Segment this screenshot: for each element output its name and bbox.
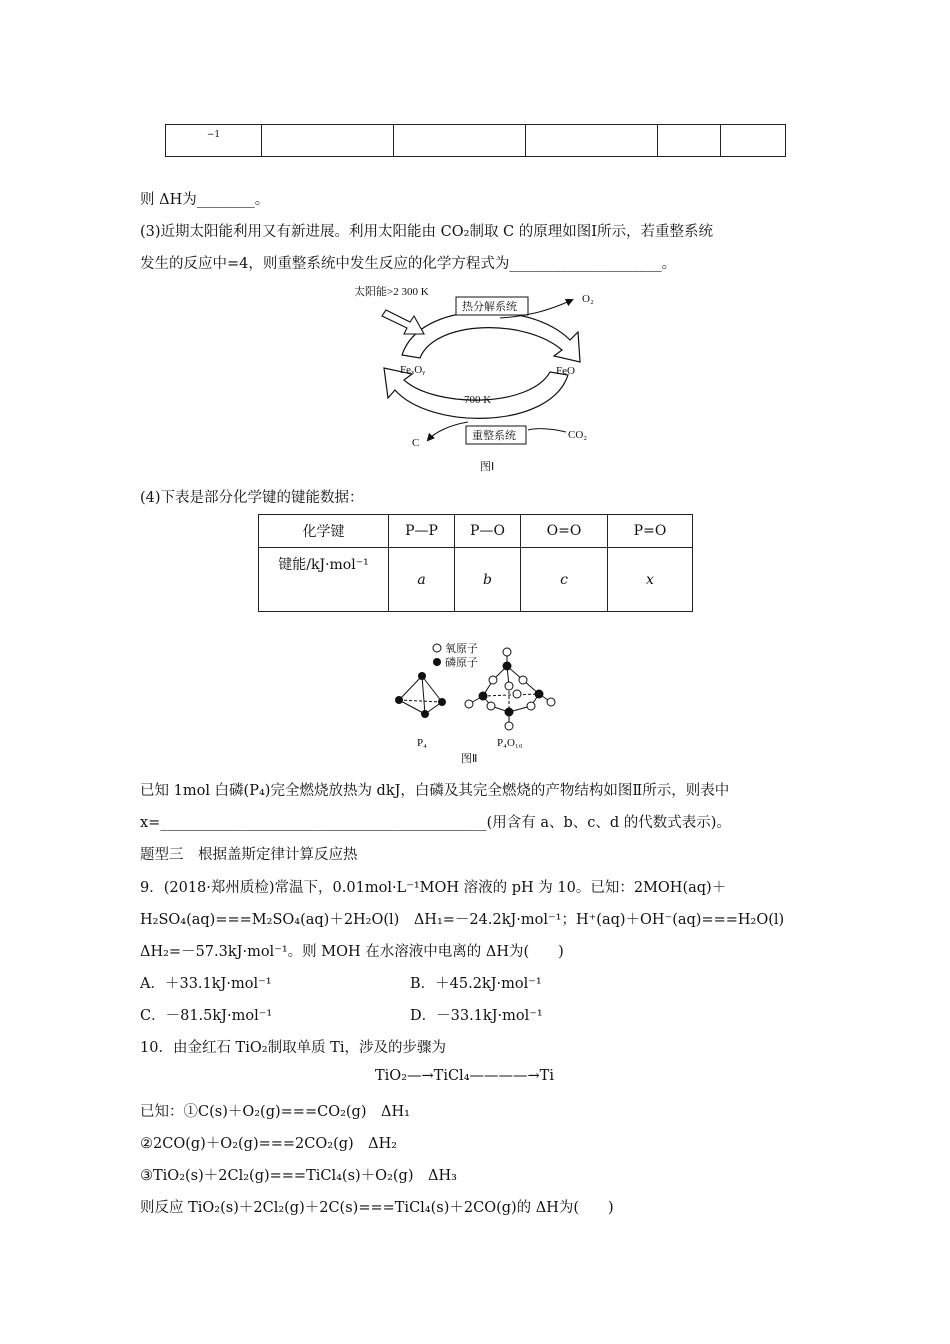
figure-1-diagram <box>340 280 610 480</box>
o2-label: O₂ <box>582 293 594 305</box>
q10-question: 则反应 TiO₂(s)＋2Cl₂(g)＋2C(s)===TiCl₄(s)＋2CO(g)的 ΔH为( ) <box>140 1200 614 1216</box>
p4o10-label: P₄O₁₀ <box>497 737 523 749</box>
upper-cycle-arrow <box>402 312 580 362</box>
table-cell: b <box>455 548 521 612</box>
q9-option-a: A．＋33.1kJ·mol⁻¹ <box>140 976 272 992</box>
top-table-cell <box>262 125 394 157</box>
temperature-label: 700 K <box>464 394 492 406</box>
co2-label: CO₂ <box>568 429 588 441</box>
table-header: P—P <box>389 515 455 548</box>
q2-delta-h-line: 则 ΔH为________。 <box>140 192 270 208</box>
table-cell: c <box>521 548 608 612</box>
figure-2-diagram <box>385 638 575 766</box>
co2-input-line <box>528 429 566 432</box>
top-table-cell <box>658 125 721 157</box>
q9-line2: H₂SO₄(aq)===M₂SO₄(aq)＋2H₂O(l) ΔH₁=－24.2kJ·mol⁻¹；H⁺(aq)＋OH⁻(aq)===H₂O(l) <box>140 912 785 928</box>
p4o10-molecule <box>465 648 555 730</box>
table-header: 化学键 <box>259 515 389 548</box>
q3-line1: (3)近期太阳能利用又有新进展。利用太阳能由 CO₂制取 C 的原理如图Ⅰ所示，若重整系统 <box>140 224 713 240</box>
top-table-cell <box>721 125 786 157</box>
p4-label: P₄ <box>417 737 427 749</box>
q9-line1: 9．(2018·郑州质检)常温下，0.01mol·L⁻¹MOH 溶液的 pH 为 10。已知：2MOH(aq)＋ <box>140 880 727 896</box>
top-table-cell <box>526 125 658 157</box>
phosphorus-legend-icon <box>433 658 441 666</box>
q10-scheme: TiO₂—→TiCl₄————→Ti <box>375 1068 554 1084</box>
table-header: P=O <box>608 515 693 548</box>
table-header: O=O <box>521 515 608 548</box>
table-cell: a <box>389 548 455 612</box>
q4-intro: (4)下表是部分化学键的键能数据： <box>140 490 364 506</box>
c-output-arrow <box>428 422 468 440</box>
q10-eq2: ②2CO(g)＋O₂(g)===2CO₂(g) ΔH₂ <box>140 1136 398 1152</box>
q4-text-line2: x=_____________________________________________(用含有 a、b、c、d 的代数式表示)。 <box>140 815 731 831</box>
p4-molecule <box>395 672 446 718</box>
table-cell: x <box>608 548 693 612</box>
q9-option-d: D．－33.1kJ·mol⁻¹ <box>410 1008 543 1024</box>
figure-1-caption: 图Ⅰ <box>480 460 495 473</box>
feo-label: FeO <box>556 365 575 377</box>
q9-option-c: C．－81.5kJ·mol⁻¹ <box>140 1008 273 1024</box>
phosphorus-legend-label: 磷原子 <box>445 656 478 669</box>
q9-line3: ΔH₂=－57.3kJ·mol⁻¹。则 MOH 在水溶液中电离的 ΔH为( ) <box>140 944 564 960</box>
thermal-system-label: 热分解系统 <box>462 300 517 313</box>
oxygen-legend-label: 氧原子 <box>445 642 478 655</box>
reform-system-label: 重整系统 <box>472 429 516 442</box>
section-title: 题型三 根据盖斯定律计算反应热 <box>140 847 358 863</box>
q3-line2: 发生的反应中=4，则重整系统中发生反应的化学方程式为_____________________。 <box>140 256 677 272</box>
q10-line1: 10．由金红石 TiO₂制取单质 Ti，涉及的步骤为 <box>140 1040 446 1056</box>
row-label: 键能/kJ·mol⁻¹ <box>259 548 389 612</box>
top-table-cell <box>394 125 526 157</box>
solar-label: 太阳能>2 300 K <box>354 286 429 298</box>
q9-option-b: B．＋45.2kJ·mol⁻¹ <box>410 976 542 992</box>
top-table-cell: −1 <box>166 125 262 157</box>
solar-input-arrow <box>382 310 424 334</box>
c-label: C <box>412 437 420 449</box>
q10-eq3: ③TiO₂(s)＋2Cl₂(g)===TiCl₄(s)＋O₂(g) ΔH₃ <box>140 1168 457 1184</box>
figure-2-caption: 图Ⅱ <box>461 752 478 765</box>
q10-known-eq1: 已知：①C(s)＋O₂(g)===CO₂(g) ΔH₁ <box>140 1104 410 1120</box>
fexoy-label: FeₓOᵧ <box>400 364 426 376</box>
top-partial-table <box>165 124 786 157</box>
q4-text-line1: 已知 1mol 白磷(P₄)完全燃烧放热为 dkJ，白磷及其完全燃烧的产物结构如图Ⅱ所示，则表中 <box>140 783 730 799</box>
oxygen-legend-icon <box>433 644 441 652</box>
table-header: P—O <box>455 515 521 548</box>
bond-energy-table <box>258 514 693 612</box>
